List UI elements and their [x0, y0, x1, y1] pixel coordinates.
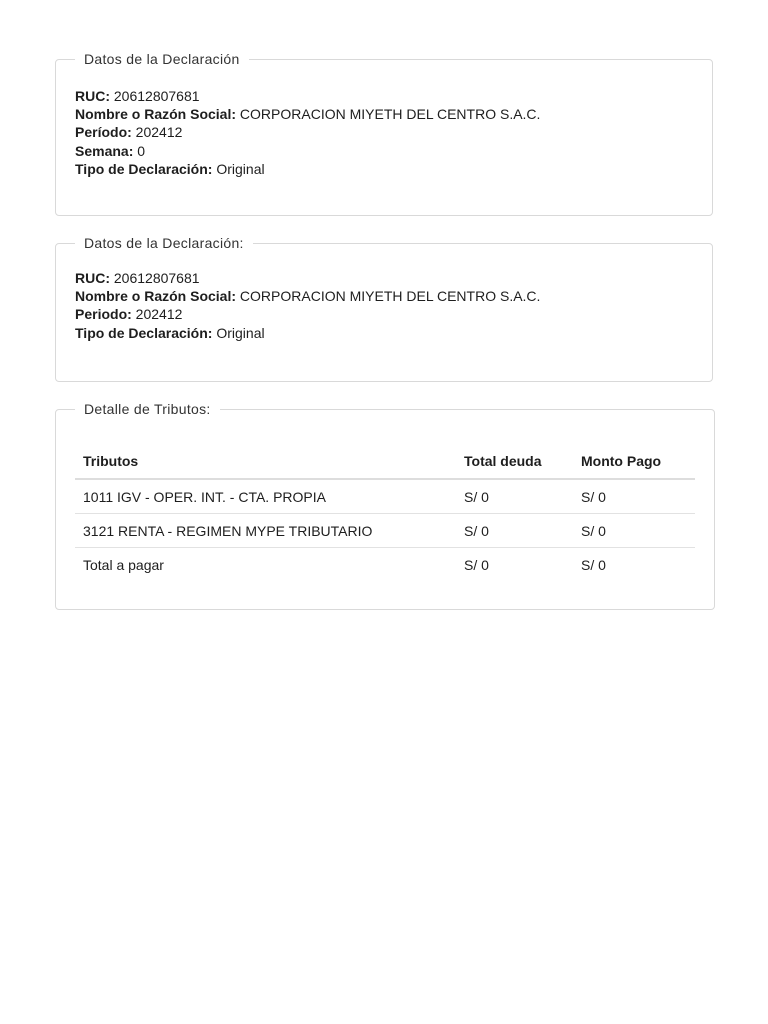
week-line [75, 142, 693, 160]
field-value: 202412 [135, 124, 183, 141]
tax-table [75, 443, 695, 582]
declaration-data-panel [55, 51, 713, 216]
field-value: Original [216, 160, 265, 177]
field-value: Original [216, 324, 265, 341]
field-value: CORPORACION MIYETH DEL CENTRO S.A.C. [239, 288, 541, 305]
declaration-type-line [75, 160, 693, 178]
table-header-row [75, 443, 695, 479]
table-cell: S/ 0 [581, 557, 606, 573]
business-name-line [75, 287, 693, 305]
table-cell: S/ 0 [573, 514, 695, 548]
column-header-tributos: Tributos [75, 443, 456, 479]
table-cell: S/ 0 [456, 514, 573, 548]
table-cell: S/ 0 [456, 479, 573, 514]
field-label: Semana: [75, 142, 134, 159]
ruc-line [75, 87, 693, 105]
panel-legend: Detalle de Tributos: [84, 401, 211, 417]
field-label: Nombre o Razón Social: [75, 106, 237, 123]
table-row [75, 514, 695, 548]
declaration-info [75, 269, 693, 342]
table-cell: Total a pagar [83, 557, 164, 573]
business-name-line [75, 105, 693, 123]
declaration-info [75, 87, 693, 178]
field-label: Tipo de Declaración: [75, 324, 213, 341]
panel-legend: Datos de la Declaración [84, 51, 240, 67]
table-cell: S/ 0 [464, 557, 489, 573]
field-value: 20612807681 [113, 270, 200, 286]
declaration-type-line [75, 324, 693, 342]
period-line [75, 123, 693, 141]
field-value: 202412 [135, 306, 183, 323]
field-label: Tipo de Declaración: [75, 160, 213, 177]
panel-legend: Datos de la Declaración: [84, 235, 244, 251]
field-value: CORPORACION MIYETH DEL CENTRO S.A.C. [239, 106, 541, 123]
column-header-monto-pago: Monto Pago [573, 443, 695, 479]
field-value: 20612807681 [113, 88, 200, 104]
column-header-total-deuda: Total deuda [456, 443, 573, 479]
ruc-line [75, 269, 693, 287]
table-cell: S/ 0 [573, 479, 695, 514]
table-cell: 1011 IGV - OPER. INT. - CTA. PROPIA [75, 479, 456, 514]
table-row [75, 479, 695, 514]
period-line [75, 305, 693, 323]
field-value: 0 [137, 142, 146, 159]
field-label: RUC: [75, 88, 110, 104]
field-label: Período: [75, 124, 132, 141]
total-row [75, 548, 695, 583]
field-label: Nombre o Razón Social: [75, 288, 237, 305]
field-label: RUC: [75, 270, 110, 286]
field-label: Periodo: [75, 306, 132, 323]
declaration-data-panel-2 [55, 235, 713, 382]
table-cell: 3121 RENTA - REGIMEN MYPE TRIBUTARIO [75, 514, 456, 548]
tax-detail-panel [55, 401, 715, 610]
